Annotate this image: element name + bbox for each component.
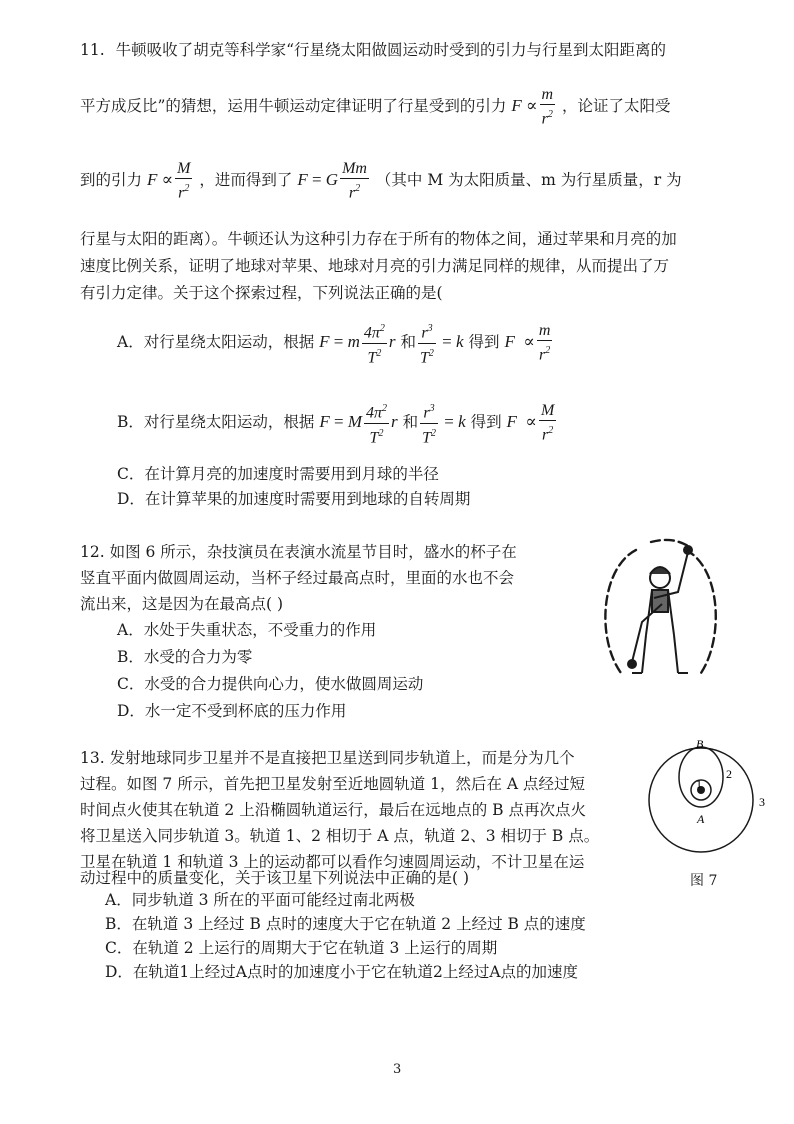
q11-option-a-get: 得到 (468, 333, 500, 351)
q12-option-a: A．水处于失重状态，不受重力的作用 (117, 621, 377, 639)
q11-line2 (80, 84, 671, 128)
label-1: 1 (696, 777, 702, 791)
q11-option-b-text: B．对行星绕太阳运动，根据 (117, 413, 315, 431)
q13-line2: 过程。如图 7 所示，首先把卫星发射至近地圆轨道 1，然后在 A 点经过短 (80, 775, 586, 793)
fraction-m-r2: $\frac{m}{r^2}$ (541, 86, 554, 128)
q11-text-1: 牛顿吸收了胡克等科学家“行星绕太阳做圆运动时受到的引力与行星到太阳距离的 (115, 41, 667, 59)
q13-option-d: D．在轨道1上经过A点时的加速度小于它在轨道2上经过A点的加速度 (105, 963, 579, 981)
q11-line4: 行星与太阳的距离）。牛顿还认为这种引力存在于所有的物体之间，通过苹果和月亮的加 (80, 230, 677, 248)
q13-option-b: B．在轨道 3 上经过 B 点时的速度大于它在轨道 2 上经过 B 点的速度 (105, 915, 586, 933)
q13-line1: 13. 发射地球同步卫星并不是直接把卫星送到同步轨道上，而是分为几个 (80, 749, 575, 767)
formula-F-prop-M: F ∝ (146, 170, 174, 189)
q12-option-d: D．水一定不受到杯底的压力作用 (117, 702, 347, 720)
fraction-4pi2-T2-a: $\frac{4\pi^2}{T^2}$ (362, 319, 387, 367)
page-number: 3 (393, 1062, 402, 1077)
label-3: 3 (759, 795, 765, 809)
q12-line1: 12. 如图 6 所示，杂技演员在表演水流星节目时，盛水的杯子在 (80, 543, 517, 561)
q13-line6: 动过程中的质量变化，关于该卫星下列说法中正确的是( ) (80, 869, 470, 887)
fraction-r3-T2-b: $\frac{r^3}{T^2}$ (420, 399, 438, 447)
formula-gravitation: F (297, 170, 308, 189)
juggler-illustration (596, 538, 726, 693)
q12-option-c: C．水受的合力提供向心力，使水做圆周运动 (117, 675, 424, 693)
q13-line4: 将卫星送入同步轨道 3。轨道 1、2 相切于 A 点，轨道 2、3 相切于 B 点。 (80, 827, 600, 845)
fraction-m-r2-a: $\frac{m}{r^2}$ (538, 322, 551, 364)
fraction-r3-T2-a: $\frac{r^3}{T^2}$ (418, 319, 436, 367)
q11-line3: 到的引力 F ∝ $\frac{M}{r^2}$ ，进而得到了 F = G $\frac{Mm}{r^2}$ （其中 M 为太阳质量、m 为行星质量，r 为 (80, 160, 682, 202)
label-2: 2 (726, 767, 732, 781)
q11-option-c: C．在计算月亮的加速度时需要用到月球的半径 (117, 465, 439, 483)
q11-option-d: D．在计算苹果的加速度时需要用到地球的自转周期 (117, 490, 471, 508)
fraction-Mm-r2: $\frac{Mm}{r^2}$ (342, 160, 367, 202)
q11-number: 11. (80, 41, 105, 59)
q11-option-a-text: A．对行星绕太阳运动，根据 (117, 333, 315, 351)
q11-option-a: A．对行星绕太阳运动，根据 F = m $\frac{4\pi^2}{T^2}$ r 和 $\frac{r^3}{T^2}$ = k 得到 F ∝ $\frac{m}{r^2}$ (117, 318, 554, 366)
q12-line2: 竖直平面内做圆周运动，当杯子经过最高点时，里面的水也不会 (80, 569, 515, 587)
q11-text-3c: （其中 M 为太阳质量、m 为行星质量，r 为 (375, 171, 682, 189)
orbit-diagram (644, 738, 774, 858)
q13-option-a: A．同步轨道 3 所在的平面可能经过南北两极 (105, 891, 415, 909)
label-B: B (696, 738, 704, 751)
q11-line5: 速度比例关系，证明了地球对苹果、地球对月亮的引力满足同样的规律，从而提出了万 (80, 257, 670, 275)
q13-line5: 卫星在轨道 1 和轨道 3 上的运动都可以看作匀速圆周运动，不计卫星在运 (80, 853, 585, 871)
fraction-M-r2-b: $\frac{M}{r^2}$ (540, 402, 555, 444)
label-A: A (697, 812, 705, 826)
figure-7-caption: 图 7 (690, 873, 718, 889)
q12-option-b: B．水受的合力为零 (117, 648, 253, 666)
q11-text-2a: 平方成反比”的猜想，运用牛顿运动定律证明了行星受到的引力 (80, 97, 507, 115)
fraction-M-r2: $\frac{M}{r^2}$ (177, 160, 191, 202)
q11-option-b-get: 得到 (470, 413, 502, 431)
q11-text-2b: ，论证了太阳受 (562, 97, 671, 115)
q11-line1 (80, 38, 666, 60)
q11-line6: 有引力定律。关于这个探索过程，下列说法正确的是( (80, 284, 443, 302)
formula-F-prop-m: F ∝ (511, 96, 538, 115)
q11-text-3b: ，进而得到了 (199, 171, 293, 189)
q13-line3: 时间点火使其在轨道 2 上沿椭圆轨道运行，最后在远地点的 B 点再次点火 (80, 801, 586, 819)
q11-option-b-and: 和 (402, 413, 419, 431)
q13-option-c: C．在轨道 2 上运行的周期大于它在轨道 3 上运行的周期 (105, 939, 498, 957)
q11-option-b: B．对行星绕太阳运动，根据 F = M $\frac{4\pi^2}{T^2}$ r 和 $\frac{r^3}{T^2}$ = k 得到 F ∝ $\frac{M}{r^2}$ (117, 398, 558, 446)
fraction-4pi2-T2-b: $\frac{4\pi^2}{T^2}$ (364, 399, 389, 447)
q11-text-3a: 到的引力 (80, 171, 143, 189)
q12-line3: 流出来，这是因为在最高点( ) (80, 595, 284, 613)
q11-option-a-and: 和 (400, 333, 416, 351)
